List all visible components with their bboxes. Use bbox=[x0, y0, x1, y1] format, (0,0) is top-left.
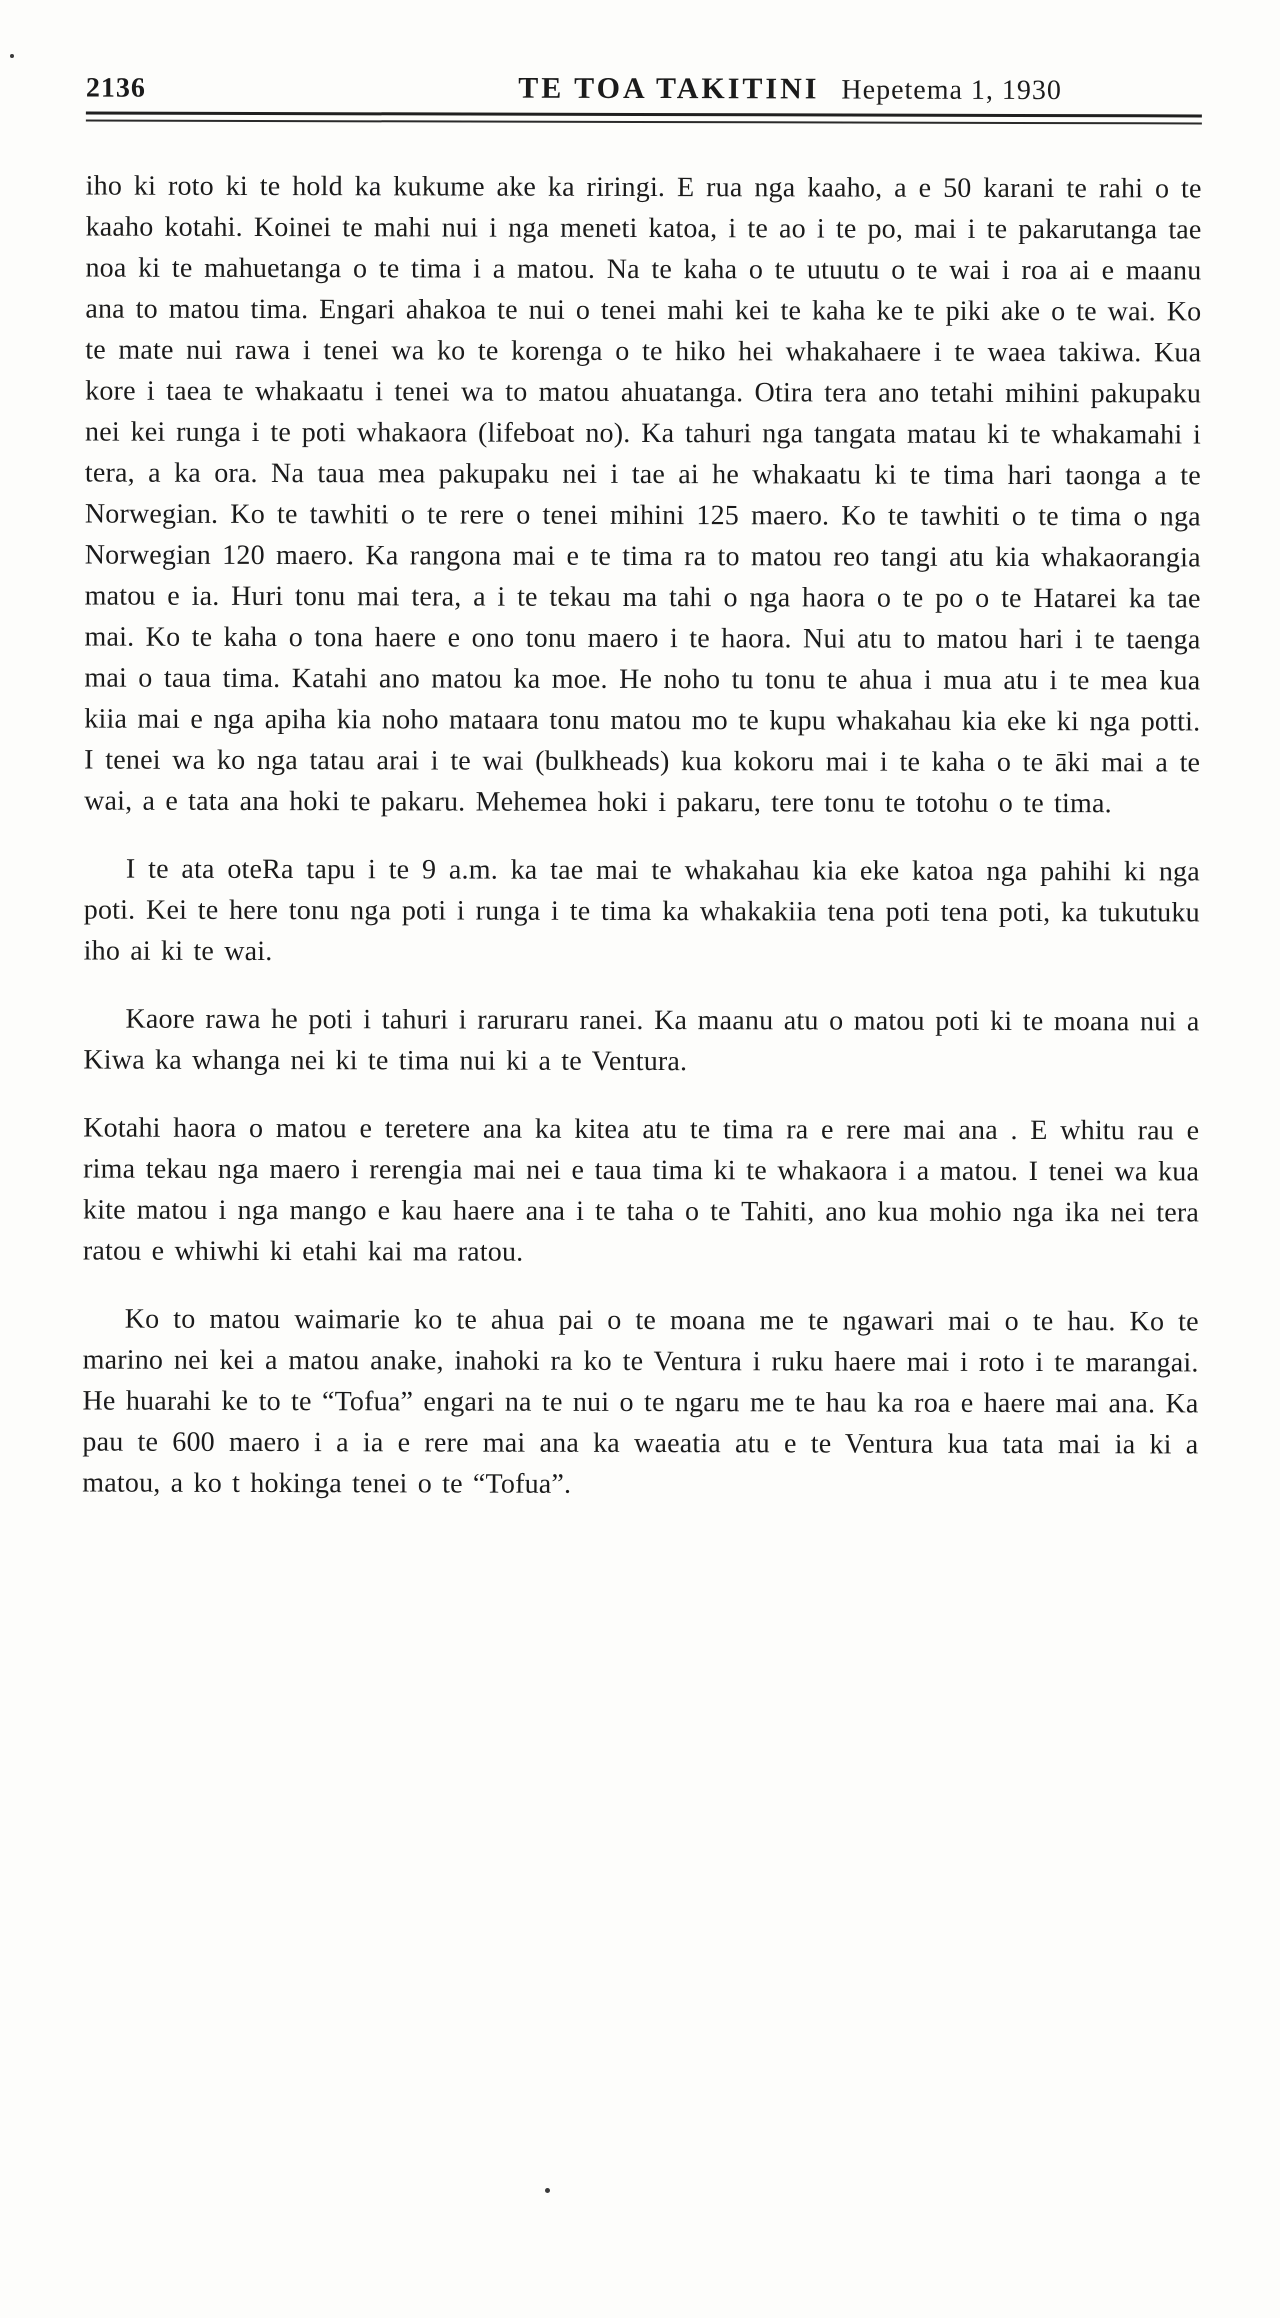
page-header bbox=[86, 71, 1202, 108]
page-body bbox=[82, 166, 1201, 1507]
paragraph-5: Ko to matou waimarie ko te ahua pai o te moana me te ngawari mai o te hau. Ko te marino nei kei a matou anake, inahoki ra ko te Ventura i ruku haere mai i roto i te marangai. He huarahi ke to te “Tofua” engari na te nui o te ngaru me te hau ka roa e haere mai ana. Ka pau te 600 maero i a ia e rere mai ana ka waeatia atu e te Ventura kua tata mai ia ki a matou, a ko t hokinga tenei o te “Tofua”. bbox=[82, 1303, 1199, 1500]
scan-artifact-dot bbox=[545, 2188, 550, 2193]
paragraph-3: Kaore rawa he poti i tahuri i raruraru ranei. Ka maanu atu o matou poti ki te moana nui a Kiwa ka whanga nei ki te tima nui ki a te Ventura. bbox=[83, 1003, 1200, 1078]
paragraph-2: I te ata oteRa tapu i te 9 a.m. ka tae mai te whakahau kia eke katoa nga pahihi ki nga poti. Kei te here tonu nga poti i runga i te tima ka whakakiia tena poti tena poti, ka tukutuku iho ai ki te wai. bbox=[83, 853, 1200, 968]
page-content bbox=[82, 71, 1202, 1507]
scan-artifact-dot bbox=[10, 54, 14, 58]
page-number: 2136 bbox=[85, 72, 146, 104]
header-rule bbox=[86, 112, 1202, 125]
paragraph-4: Kotahi haora o matou e teretere ana ka kitea atu te tima ra e rere mai ana . E whitu rau e rima tekau nga maero i rerengia mai nei e taua tima ki te whakaora i a matou. I tenei wa kua kite matou i nga mango e kau haere ana i te taha o te Tahiti, ano kua mohio nga ika nei tera ratou e whiwhi ki etahi kai ma ratou. bbox=[82, 1112, 1200, 1268]
masthead-title: TE TOA TAKITINI bbox=[518, 71, 820, 106]
issue-date: Hepetema 1, 1930 bbox=[841, 74, 1062, 107]
paragraph-1: iho ki roto ki te hold ka kukume ake ka riringi. E rua nga kaaho, a e 50 karani te rahi o te kaaho kotahi. Koinei te mahi nui i nga meneti katoa, i te ao i te po, mai i te pakarutanga tae noa ki te mahuetanga o te tima i a matou. Na te kaha o te utuutu o te wai i roa ai e maanu ana to matou tima. Engari ahakoa te nui o tenei mahi kei te kaha ke te piki ake o te wai. Ko te mate nui rawa i tenei wa ko te korenga o te hiko hei whakahaere i te waea takiwa. Kua kore i taea te whakaatu i tenei wa to matou ahuatanga. Otira tera ano tetahi mihini pakupaku nei kei runga i te poti whakaora (lifeboat no). Ka tahuri nga tangata matau ki te whakamahi i tera, a ka ora. Na taua mea pakupaku nei i tae ai he whakaatu ki te tima hari taonga a te Norwegian. Ko te tawhiti o te rere o tenei mihini 125 maero. Ko te tawhiti o te tima o nga Norwegian 120 maero. Ka rangona mai e te tima ra to matou reo tangi atu kia whakaorangia matou e ia. Huri tonu mai tera, a i te tekau ma tahi o nga haora o te po o te Hatarei ka tae mai. Ko te kaha o tona haere e ono tonu maero i te haora. Nui atu to matou hari i te taenga mai o taua tima. Katahi ano matou ka moe. He noho tu tonu te ahua i mua atu i te mea kua kiia mai e nga apiha kia noho mataara tonu matou mo te kupu whakahau kia eke ki nga potti. I tenei wa ko nga tatau arai i te wai (bulkheads) kua kokoru mai i te kaha o te āki mai a te wai, a e tata ana hoki te pakaru. Mehemea hoki i pakaru, tere tonu te totohu o te tima. bbox=[84, 170, 1202, 820]
